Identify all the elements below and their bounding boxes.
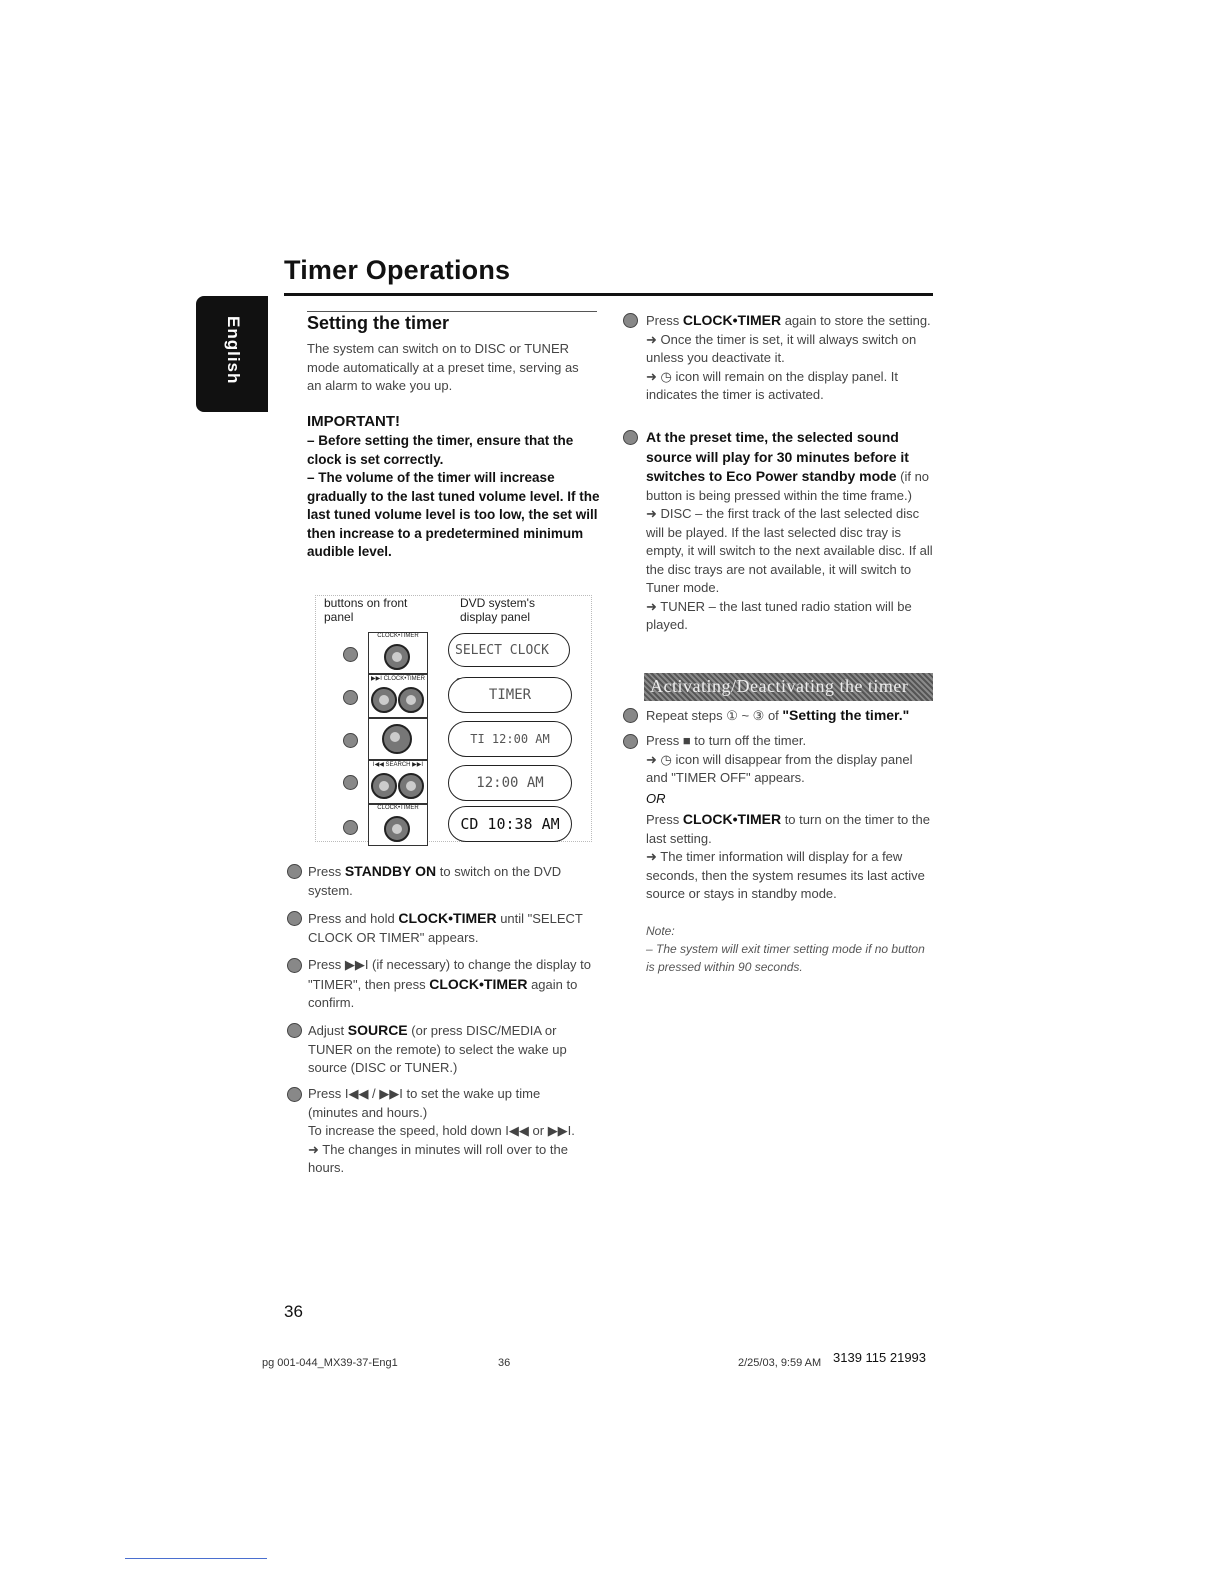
step-1-icon [623, 708, 638, 723]
button-label-next-clock: ▶▶I CLOCK•TIMER [371, 676, 425, 682]
step-result: ➜ The timer information will display for a few seconds, then the system resumes its last active source or stays in standby mode. [646, 849, 925, 901]
button-panel-5 [368, 804, 428, 846]
label-display: DVD system's display panel [460, 596, 535, 624]
display-wake-source: TI 12:00 AM [448, 721, 572, 757]
important-text [307, 432, 607, 562]
left-step-4 [287, 1021, 592, 1078]
step-bold: CLOCK•TIMER [682, 312, 782, 328]
footer-date: 2/25/03, 9:59 AM [738, 1357, 822, 1369]
display-select-clock: SELECT CLOCK [448, 633, 570, 667]
previous-button-icon [371, 773, 397, 799]
label-buttons: buttons on front panel [324, 596, 408, 624]
step-result: ➜ TUNER – the last tuned radio station will be played. [646, 598, 912, 632]
step-1-icon [343, 647, 358, 662]
step-5-icon [343, 820, 358, 835]
step-result: ➜ ◷ icon will remain on the display panel. It indicates the timer is activated. [646, 368, 899, 402]
step-text: until "SELECT CLOCK OR TIMER" appears. [308, 911, 583, 945]
step-bold: CLOCK•TIMER [429, 975, 528, 992]
step-6-icon [623, 313, 638, 328]
language-tab-label: English [224, 316, 243, 385]
button-panel-3 [368, 718, 428, 760]
title-rule [284, 293, 933, 296]
step-4-icon [287, 1023, 302, 1038]
step-4-icon [343, 775, 358, 790]
step-result: ➜ ◷ icon will disappear from the display panel and "TIMER OFF" appears. [646, 751, 913, 785]
step-2-icon [287, 911, 302, 926]
left-step-1 [287, 862, 592, 900]
important-title: IMPORTANT! [307, 413, 401, 430]
button-label-clock-timer-2: CLOCK•TIMER [377, 805, 419, 811]
step-text: Press [308, 864, 345, 879]
deactivate-step-1 [623, 706, 933, 726]
step-2-icon [623, 734, 638, 749]
right-step-7 [623, 428, 933, 635]
step-text: to switch on the DVD system. [308, 864, 562, 898]
step-text: Press [646, 313, 683, 328]
clock-timer-button-icon [398, 687, 424, 713]
next-button-icon [398, 773, 424, 799]
note-text: – The system will exit timer setting mode if no button is pressed within 90 seconds. [646, 942, 925, 974]
page-title: Timer Operations [284, 255, 511, 285]
section-banner-label: Activating/Deactivating the timer [650, 676, 909, 696]
step-text: Press ■ to turn off the timer. [646, 733, 807, 748]
step-extra: To increase the speed, hold down I◀◀ or ▶▶I. [308, 1123, 575, 1138]
step-text: Adjust [308, 1023, 348, 1038]
footer-page: 36 [498, 1357, 511, 1369]
deactivate-step-2 [623, 732, 933, 904]
footer-code: 3139 115 21993 [833, 1350, 927, 1365]
display-timer: TIMER [448, 677, 572, 713]
right-step-6 [623, 311, 933, 405]
step-3-icon [287, 958, 302, 973]
language-tab [196, 296, 268, 412]
left-step-2 [287, 909, 592, 947]
left-step-5 [287, 1085, 592, 1178]
display-wake-time: 12:00 AM [448, 765, 572, 801]
step-result: ➜ Once the timer is set, it will always switch on unless you deactivate it. [646, 331, 917, 365]
step-bold: At the preset time, the selected sound source will play for 30 minutes before it switches to Eco Power standby mode [646, 429, 909, 484]
page-number: 36 [284, 1302, 303, 1321]
step-2-icon [343, 690, 358, 705]
section-rule [307, 311, 597, 312]
important-line-1: – Before setting the timer, ensure that the clock is set correctly. [307, 433, 574, 467]
button-panel-2 [368, 674, 428, 718]
section-heading: Setting the timer [307, 313, 450, 333]
next-button-icon [371, 687, 397, 713]
step-3-icon [343, 733, 358, 748]
step-text: to turn on the timer to the last setting. [646, 812, 930, 846]
section-intro: The system can switch on to DISC or TUNER mode automatically at a preset time, serving as an alarm to wake you up. [307, 341, 579, 393]
step-7-icon [623, 430, 638, 445]
step-bold: SOURCE [347, 1022, 408, 1038]
note-label: Note: [646, 924, 675, 938]
source-knob-icon [382, 724, 412, 754]
step-text: Press ▶▶I (if necessary) to change the display to "TIMER", then press [308, 957, 592, 992]
step-bold: STANDBY ON [344, 863, 437, 879]
left-step-3 [287, 956, 592, 1013]
footer-file: pg 001-044_MX39-37-Eng1 [262, 1357, 398, 1369]
important-line-2: – The volume of the timer will increase gradually to the last tuned volume level. If the last tuned volume level is too low, the set will then increase to a predetermined minimum audible level. [307, 470, 600, 559]
button-label-search: I◀◀ SEARCH ▶▶I [372, 762, 424, 768]
or-label: OR [646, 790, 666, 806]
step-text: Press and hold [308, 911, 399, 926]
button-panel-4 [368, 760, 428, 804]
step-bold: "Setting the timer." [782, 707, 910, 723]
section-banner [644, 673, 933, 701]
step-bold: CLOCK•TIMER [398, 910, 497, 926]
step-text: Press I◀◀ / ▶▶I to set the wake up time (minutes and hours.) [308, 1086, 541, 1120]
clock-timer-button-icon [384, 816, 410, 842]
display-final: CD 10:38 AM [448, 806, 572, 842]
step-bold: CLOCK•TIMER [682, 811, 782, 827]
clock-timer-button-icon [384, 644, 410, 670]
step-text: (or press DISC/MEDIA or TUNER on the remote) to select the wake up source (DISC or TUNER.) [308, 1023, 567, 1075]
note [646, 922, 931, 976]
step-text: again to store the setting. [781, 313, 931, 328]
step-5-icon [287, 1087, 302, 1102]
timer-diagram [310, 590, 600, 845]
step-text: (if no button is being pressed within the time frame.) [646, 469, 930, 503]
step-text: again to confirm. [308, 976, 578, 1010]
step-text: Repeat steps ① ~ ③ of [646, 708, 783, 723]
button-label-clock-timer: CLOCK•TIMER [377, 633, 419, 639]
step-1-icon [287, 864, 302, 879]
button-panel-1 [368, 632, 428, 674]
step-text: Press [646, 812, 683, 827]
bottom-line [125, 1558, 267, 1559]
step-result: ➜ DISC – the first track of the last selected disc will be played. If the last selected disc tray is empty, it will switch to the next available disc. If all the disc trays are not available, it will switch to Tuner mode. [646, 506, 933, 595]
step-result: ➜ The changes in minutes will roll over to the hours. [308, 1141, 568, 1175]
